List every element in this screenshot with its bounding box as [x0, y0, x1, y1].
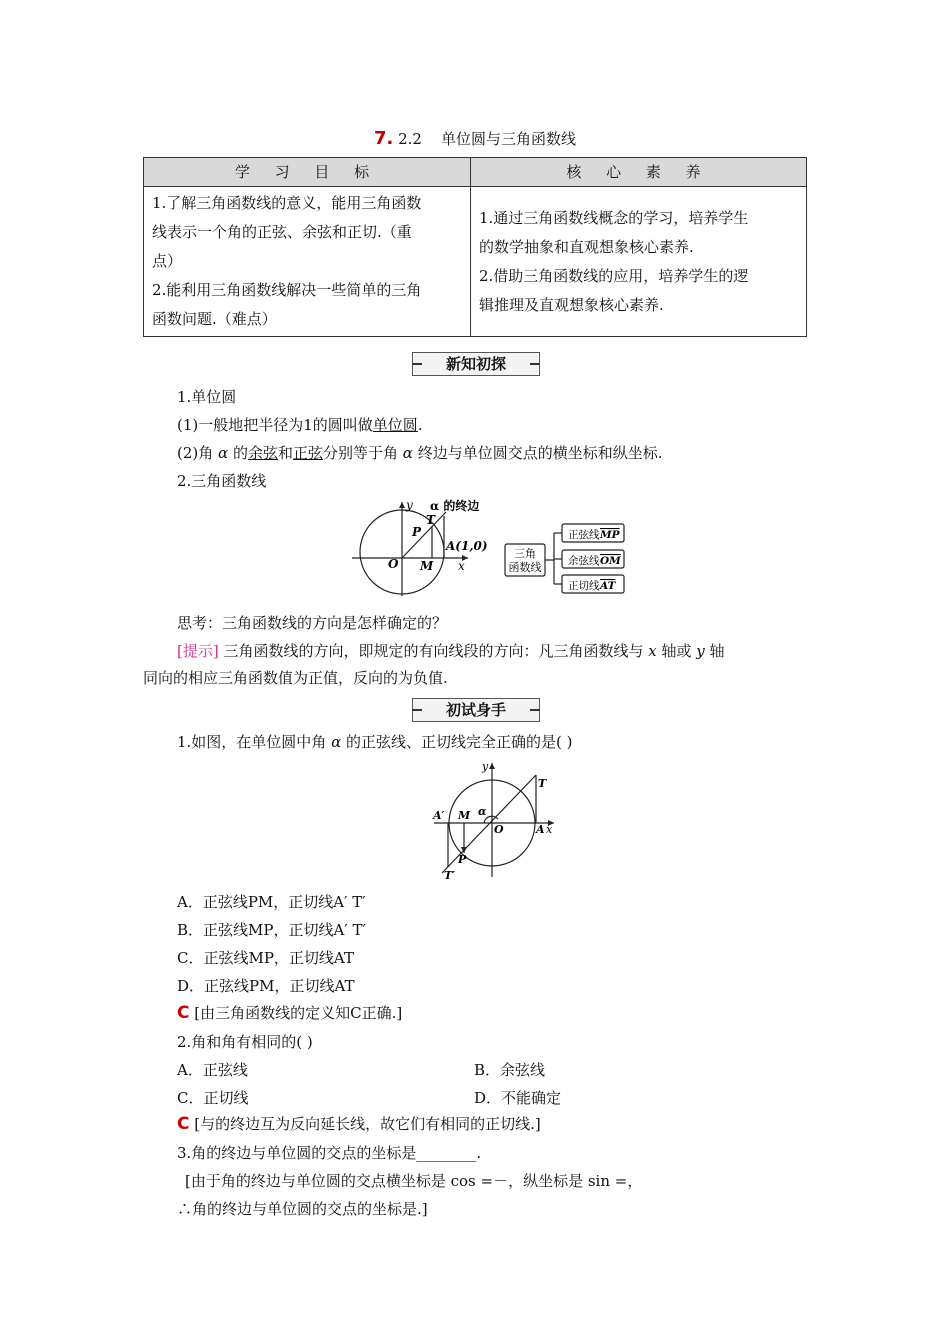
p-label: P — [458, 853, 467, 866]
q3-explain-2: ∴角的终边与单位圆的交点的坐标是.] — [177, 1200, 428, 1218]
goal-line: 函数问题.（难点） — [152, 310, 277, 328]
x-label: x — [546, 823, 553, 836]
text: 分别等于角 — [323, 444, 403, 462]
literacy-line: 2.借助三角函数线的应用，培养学生的逻 — [479, 266, 749, 285]
literacy-line: 1.通过三角函数线概念的学习，培养学生 — [479, 208, 749, 227]
goals-left-cell — [144, 187, 471, 337]
answer-explanation: [由三角函数线的定义知C正确.] — [189, 1004, 403, 1022]
q3-explain-1: [由于角的终边与单位圆的交点横坐标是 cos =－，纵坐标是 sin =， — [185, 1172, 643, 1190]
y-arrow-icon — [399, 502, 405, 508]
underlined-term: 余弦 — [247, 444, 278, 462]
literacy-line: 辑推理及直观想象核心素养. — [479, 295, 664, 314]
t-label: T — [538, 777, 547, 790]
a-prime-label: A′ — [433, 809, 445, 822]
q2-option-d: D．不能确定 — [474, 1089, 562, 1107]
t-label: T — [426, 513, 435, 527]
literacy-line: 的数学抽象和直观想象核心素养. — [479, 237, 694, 256]
title-section: 2.2 — [398, 130, 422, 148]
text: 的 — [228, 444, 248, 462]
text: . — [417, 416, 423, 434]
p-label: P — [412, 525, 422, 539]
y-arrow-icon — [489, 763, 495, 769]
text: (2)角 — [177, 444, 219, 462]
alpha-symbol: α — [402, 444, 413, 462]
a-label: A — [536, 823, 545, 836]
hint-tag: [提示] — [177, 642, 219, 660]
terminal-label: α 的终边 — [430, 499, 480, 513]
branch-sin-label: 正弦线 — [568, 529, 600, 541]
y-label: y — [482, 760, 489, 773]
alpha-symbol: α — [218, 444, 229, 462]
hint-line-2: 同向的相应三角函数值为正值，反向的为负值. — [143, 669, 448, 687]
q3-stem: 3.角的终边与单位圆的交点的坐标是________. — [177, 1144, 482, 1162]
y-symbol: y — [696, 642, 705, 660]
text: (1)一般地把半径为1的圆叫做 — [177, 416, 373, 434]
title-text: 单位圆与三角函数线 — [441, 130, 577, 148]
m-label: M — [458, 809, 471, 822]
goal-line: 线表示一个角的正弦、余弦和正切.（重 — [152, 223, 412, 241]
q1-unit-circle-figure — [430, 757, 560, 881]
title-number: 7. — [373, 128, 394, 149]
text: 和 — [277, 444, 293, 462]
hint-line-1 — [177, 640, 725, 661]
trig-lines-heading: 2.三角函数线 — [177, 472, 267, 490]
underlined-term: 单位圆 — [372, 416, 418, 434]
underlined-term: 正弦 — [292, 444, 323, 462]
y-label: y — [406, 498, 413, 512]
main-box-line2: 函数线 — [508, 561, 542, 574]
x-symbol: x — [648, 642, 657, 660]
text: 轴或 — [656, 642, 697, 660]
branch-cos-vector: OM — [600, 555, 621, 567]
answer-letter: C — [177, 1114, 190, 1134]
q2-stem: 2.角和角有相同的( ) — [177, 1033, 313, 1051]
goals-right-cell — [471, 187, 807, 337]
goal-line: 1.了解三角函数线的意义，能用三角函数 — [152, 194, 422, 212]
branch-tan-label: 正切线 — [568, 580, 600, 592]
q1-option-a: A．正弦线PM，正切线A′ T′ — [177, 893, 366, 911]
branch-sin-vector: MP — [600, 529, 620, 541]
q2-option-b: B．余弦线 — [474, 1061, 546, 1079]
t-prime-label: T′ — [444, 869, 456, 881]
text: 三角函数线的方向，即规定的有向线段的方向：凡三角函数线与 — [218, 642, 649, 660]
q1-option-d: D．正弦线PM，正切线AT — [177, 977, 355, 995]
unit-circle-heading: 1.单位圆 — [177, 388, 237, 406]
goal-line: 点） — [152, 252, 183, 270]
alpha-label: α — [478, 805, 487, 818]
branch-cos-label: 余弦线 — [568, 555, 600, 567]
q1-stem — [177, 731, 572, 752]
text: 轴 — [704, 642, 725, 660]
q1-option-b: B．正弦线MP，正切线A′ T′ — [177, 921, 366, 939]
unit-circle-trig-diagram — [350, 494, 640, 598]
text: 的正弦线、正切线完全正确的是( ) — [341, 733, 573, 751]
q2-option-a: A．正弦线 — [177, 1061, 248, 1079]
goals-header-right: 核 心 素 养 — [471, 158, 807, 187]
answer-letter: C — [177, 1003, 190, 1023]
think-question: 思考：三角函数线的方向是怎样确定的？ — [177, 614, 448, 632]
q1-answer — [177, 1002, 402, 1023]
terminal-side — [402, 512, 446, 558]
goals-header-left: 学 习 目 标 — [144, 158, 471, 187]
section-banner-practice: 初试身手 — [412, 698, 540, 722]
a-label: A(1,0) — [446, 539, 488, 553]
unit-circle-cos-sin — [177, 442, 662, 463]
origin-label: O — [388, 557, 399, 571]
m-label: M — [420, 559, 434, 573]
alpha-symbol: α — [331, 733, 342, 751]
branch-tan-vector: AT — [600, 580, 616, 592]
text: 1.如图，在单位圆中角 — [177, 733, 332, 751]
page-title — [0, 128, 950, 149]
main-box-line1: 三角 — [514, 547, 536, 560]
section-banner-new-knowledge: 新知初探 — [412, 352, 540, 376]
o-label: O — [494, 823, 504, 836]
q2-answer — [177, 1113, 541, 1134]
x-label: x — [458, 559, 465, 573]
q2-option-c: C．正切线 — [177, 1089, 249, 1107]
goals-table — [143, 157, 807, 337]
unit-circle-def — [177, 414, 423, 435]
terminal-line — [442, 775, 536, 873]
text: 终边与单位圆交点的横坐标和纵坐标. — [412, 444, 663, 462]
answer-explanation: [与的终边互为反向延长线，故它们有相同的正切线.] — [189, 1115, 541, 1133]
goal-line: 2.能利用三角函数线解决一些简单的三角 — [152, 281, 422, 299]
q1-option-c: C．正弦线MP，正切线AT — [177, 949, 354, 967]
